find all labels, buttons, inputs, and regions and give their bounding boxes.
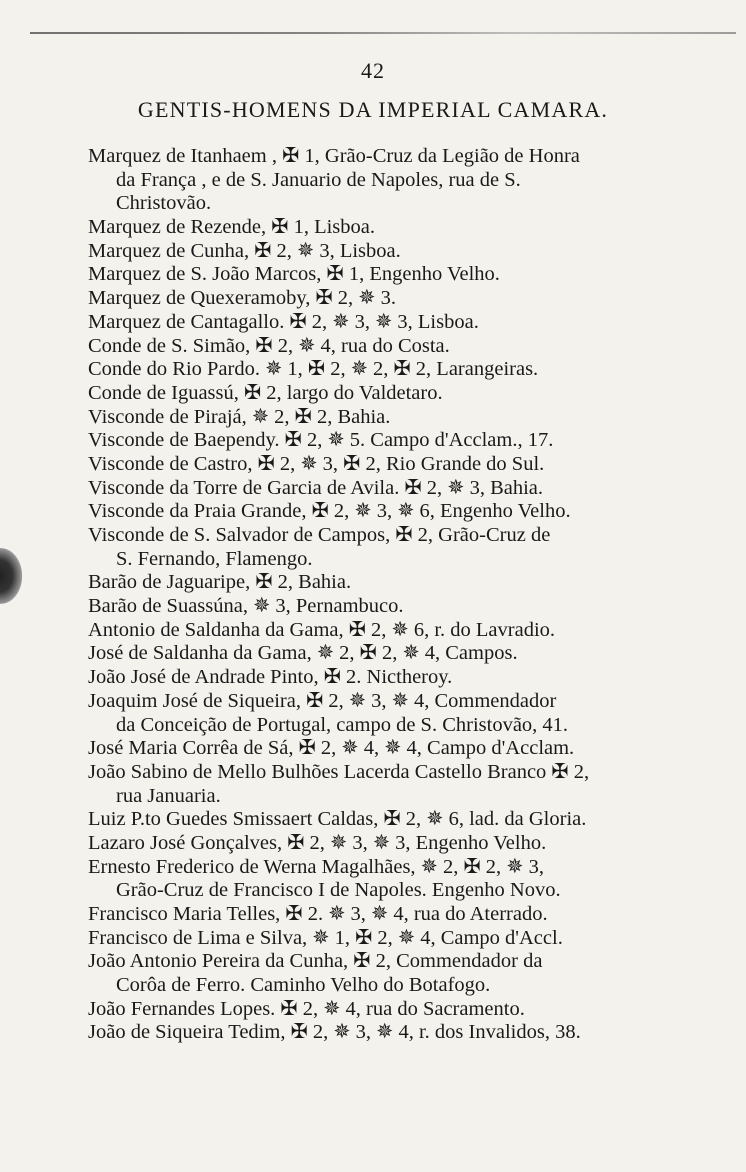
entry-line: Lazaro José Gonçalves, ✠ 2, ✵ 3, ✵ 3, Engenho Velho. [88,831,547,854]
entry-line: Corôa de Ferro. Caminho Velho do Botafogo. [116,974,491,997]
entry-line: Francisco Maria Telles, ✠ 2. ✵ 3, ✵ 4, rua do Aterrado. [88,903,548,925]
entry-line: Joaquim José de Siqueira, ✠ 2, ✵ 3, ✵ 4, Commendador [88,689,557,712]
entry-line: da Conceição de Portugal, campo de S. Christovão, 41. [116,713,569,736]
entry-line: Visconde de Baependy. ✠ 2, ✵ 5. Campo d'Acclam., 17. [88,429,554,452]
top-rule [30,32,736,34]
entry-line: Marquez de Cunha, ✠ 2, ✵ 3, Lisboa. [88,239,401,262]
entry-line: José Maria Corrêa de Sá, ✠ 2, ✵ 4, ✵ 4, Campo d'Acclam. [88,737,575,760]
entry-line: José de Saldanha da Gama, ✵ 2, ✠ 2, ✵ 4, Campos. [88,642,518,665]
entry-line: João Antonio Pereira da Cunha, ✠ 2, Commendador da [88,950,543,973]
entry-line: Visconde da Praia Grande, ✠ 2, ✵ 3, ✵ 6, Engenho Velho. [88,500,571,523]
entry-line: Francisco de Lima e Silva, ✵ 1, ✠ 2, ✵ 4, Campo d'Accl. [88,926,563,949]
entry-line: Marquez de Quexeramoby, ✠ 2, ✵ 3. [88,287,396,310]
entry-line: Antonio de Saldanha da Gama, ✠ 2, ✵ 6, r. do Lavradio. [88,618,556,641]
entry-line: Ernesto Frederico de Werna Magalhães, ✵ 2, ✠ 2, ✵ 3, [88,855,544,878]
entry-line: Grão-Cruz de Francisco I de Napoles. Engenho Novo. [116,879,561,902]
entry-line: João de Siqueira Tedim, ✠ 2, ✵ 3, ✵ 4, r. dos Invalidos, 38. [88,1021,581,1044]
margin-stain [0,548,22,604]
entry-line: Conde do Rio Pardo. ✵ 1, ✠ 2, ✵ 2, ✠ 2, Larangeiras. [88,358,539,381]
page-number: 42 [361,58,385,83]
entry-line: Marquez de S. João Marcos, ✠ 1, Engenho Velho. [88,263,500,286]
page-heading: GENTIS-HOMENS DA IMPERIAL CAMARA. [137,97,609,122]
entry-line: Conde de Iguassú, ✠ 2, largo do Valdetaro. [88,381,443,404]
entry-line: Luiz P.to Guedes Smissaert Caldas, ✠ 2, ✵ 6, lad. da Gloria. [88,808,587,831]
entry-line: Visconde da Torre de Garcia de Avila. ✠ 2, ✵ 3, Bahia. [88,476,544,499]
entry-line: Marquez de Itanhaem , ✠ 1, Grão-Cruz da Legião de Honra [88,145,580,167]
entry-line: rua Januaria. [116,784,221,807]
entry-line: Marquez de Rezende, ✠ 1, Lisboa. [88,216,375,239]
entry-line: Barão de Suassúna, ✵ 3, Pernambuco. [88,595,404,618]
entry-line: Visconde de Pirajá, ✵ 2, ✠ 2, Bahia. [88,405,391,428]
entry-line: João Sabino de Mello Bulhões Lacerda Castello Branco ✠ 2, [88,760,590,783]
entry-line: Visconde de S. Salvador de Campos, ✠ 2, Grão-Cruz de [88,524,551,546]
entry-line: Marquez de Cantagallo. ✠ 2, ✵ 3, ✵ 3, Lisboa. [88,310,479,333]
entry-line: João José de Andrade Pinto, ✠ 2. Nictheroy. [88,666,453,689]
entry-line: S. Fernando, Flamengo. [116,547,313,570]
entry-line: Conde de S. Simão, ✠ 2, ✵ 4, rua do Costa. [88,334,450,357]
entry-line: Visconde de Castro, ✠ 2, ✵ 3, ✠ 2, Rio Grande do Sul. [88,452,545,475]
entry-line: da França , e de S. Januario de Napoles, rua de S. [116,168,521,191]
entry-line: João Fernandes Lopes. ✠ 2, ✵ 4, rua do Sacramento. [88,997,525,1020]
entry-line: Christovão. [116,192,212,215]
entries-list [88,145,688,1045]
entry-line: Barão de Jaguaripe, ✠ 2, Bahia. [88,571,352,594]
